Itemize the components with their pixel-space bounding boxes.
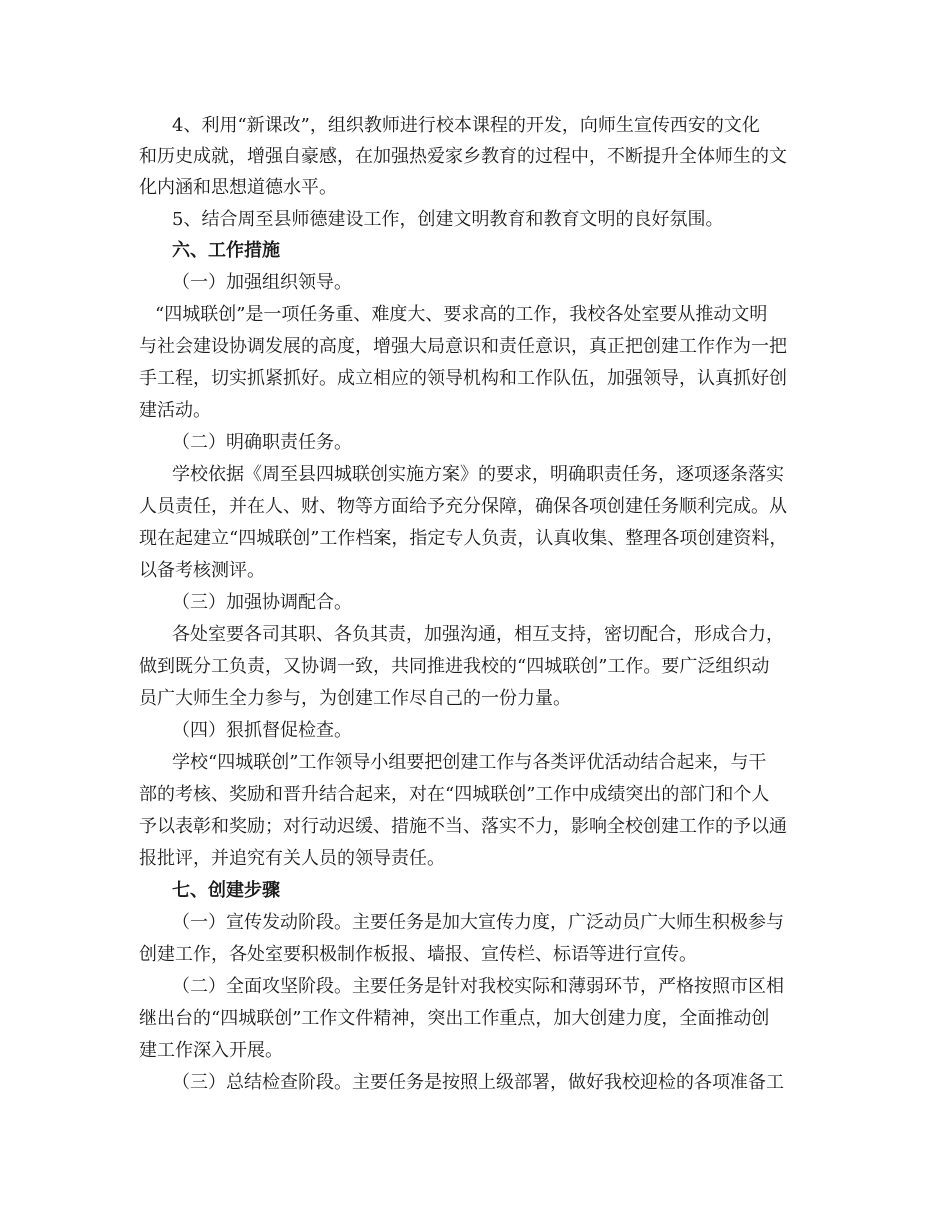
subsection-heading: （一）加强组织领导。 bbox=[172, 272, 352, 293]
section-heading-7: 七、创建步骤 bbox=[172, 880, 280, 901]
paragraph-line: 做到既分工负责，又协调一致，共同推进我校的“四城联创”工作。要广泛组织动 bbox=[139, 656, 770, 677]
paragraph-line: 继出台的“四城联创”工作文件精神，突出工作重点，加大创建力度，全面推动创 bbox=[139, 1008, 770, 1029]
paragraph-line: （二）全面攻坚阶段。主要任务是针对我校实际和薄弱环节，严格按照市区相 bbox=[172, 976, 784, 997]
paragraph-line: 各处室要各司其职、各负其责，加强沟通，相互支持，密切配合，形成合力， bbox=[172, 624, 784, 645]
paragraph-line: “四城联创”是一项任务重、难度大、要求高的工作，我校各处室要从推动文明 bbox=[155, 304, 768, 325]
subsection-heading: （三）加强协调配合。 bbox=[172, 592, 352, 613]
paragraph-line: 4、利用“新课改”，组织教师进行校本课程的开发，向师生宣传西安的文化 bbox=[172, 115, 760, 136]
paragraph-line: 人员责任，并在人、财、物等方面给予充分保障，确保各项创建任务顺利完成。从 bbox=[139, 496, 787, 517]
paragraph-line: 建工作深入开展。 bbox=[139, 1040, 283, 1061]
paragraph-line: 和历史成就，增强自豪感，在加强热爱家乡教育的过程中，不断提升全体师生的文 bbox=[139, 146, 787, 167]
paragraph-line: 建活动。 bbox=[139, 400, 211, 421]
paragraph-line: 化内涵和思想道德水平。 bbox=[139, 177, 337, 198]
paragraph-line: 创建工作，各处室要积极制作板报、墙报、宣传栏、标语等进行宣传。 bbox=[139, 944, 697, 965]
subsection-heading: （二）明确职责任务。 bbox=[172, 432, 352, 453]
section-heading-6: 六、工作措施 bbox=[172, 240, 280, 261]
paragraph-line: 手工程，切实抓紧抓好。成立相应的领导机构和工作队伍，加强领导，认真抓好创 bbox=[139, 368, 787, 389]
paragraph-line: 报批评，并追究有关人员的领导责任。 bbox=[139, 848, 445, 869]
paragraph-line: 与社会建设协调发展的高度，增强大局意识和责任意识，真正把创建工作作为一把 bbox=[139, 336, 787, 357]
paragraph-line: 员广大师生全力参与，为创建工作尽自己的一份力量。 bbox=[139, 688, 571, 709]
subsection-heading: （四）狠抓督促检查。 bbox=[172, 720, 352, 741]
paragraph-line: 以备考核测评。 bbox=[139, 560, 265, 581]
paragraph-line: 学校“四城联创”工作领导小组要把创建工作与各类评优活动结合起来，与干 bbox=[172, 752, 767, 773]
paragraph-line: 学校依据《周至县四城联创实施方案》的要求，明确职责任务，逐项逐条落实 bbox=[172, 464, 784, 485]
paragraph-line: 5、结合周至县师德建设工作，创建文明教育和教育文明的良好氛围。 bbox=[172, 209, 724, 230]
paragraph-line: （一）宣传发动阶段。主要任务是加大宣传力度，广泛动员广大师生积极参与 bbox=[172, 912, 784, 933]
paragraph-line: 予以表彰和奖励；对行动迟缓、措施不当、落实不力，影响全校创建工作的予以通 bbox=[139, 816, 787, 837]
paragraph-line: 部的考核、奖励和晋升结合起来，对在“四城联创”工作中成绩突出的部门和个人 bbox=[139, 784, 770, 805]
paragraph-line: （三）总结检查阶段。主要任务是按照上级部署，做好我校迎检的各项准备工 bbox=[172, 1072, 784, 1093]
paragraph-line: 现在起建立“四城联创”工作档案，指定专人负责，认真收集、整理各项创建资料， bbox=[139, 528, 788, 549]
